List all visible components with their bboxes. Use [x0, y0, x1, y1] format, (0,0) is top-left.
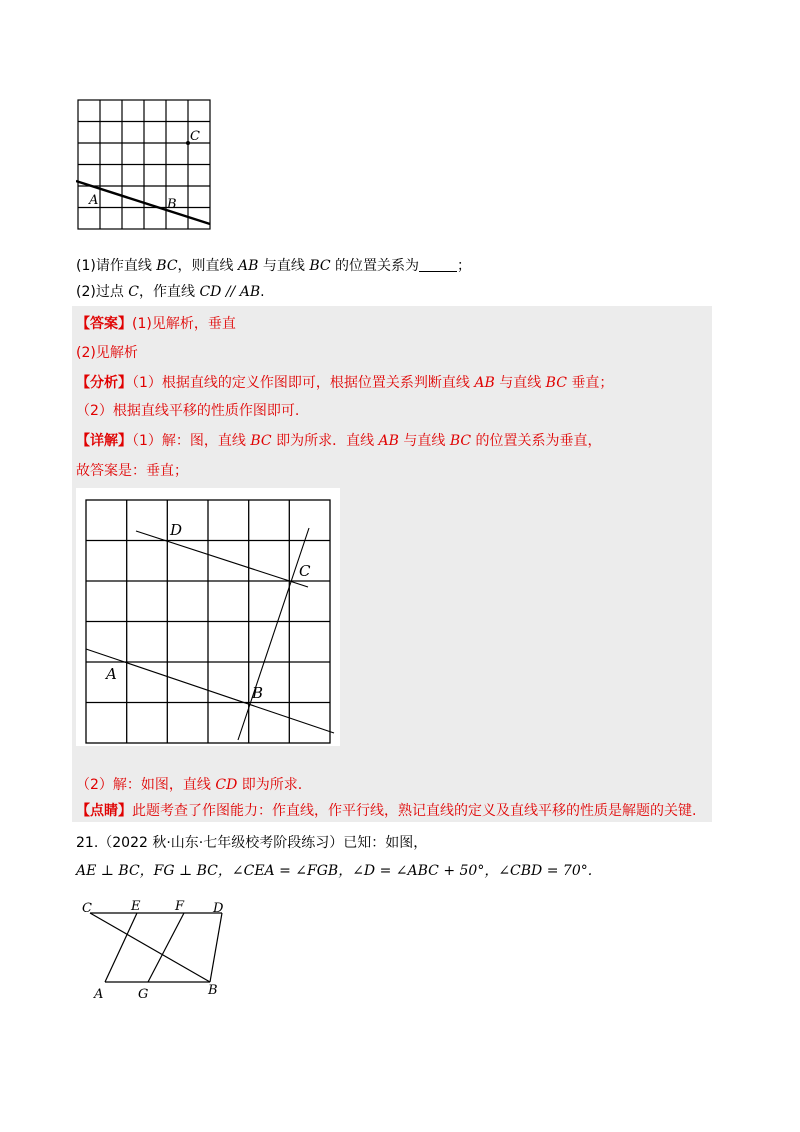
math-var: BC [449, 433, 472, 449]
text-segment: （2）解：如图，直线 [76, 777, 216, 793]
label-f: F [175, 899, 185, 914]
analysis-line-2 [76, 401, 299, 421]
label-g: G [138, 987, 149, 1002]
math-var: BC [156, 258, 178, 274]
figure-grid-large [76, 488, 340, 746]
text-segment: 故答案是：垂直； [76, 463, 188, 479]
question-number: 21. [76, 835, 99, 851]
label-d: D [170, 521, 183, 539]
text-segment: 此题考查了作图能力：作直线，作平行线，熟记直线的定义及直线平移的性质是解题的关键. [132, 803, 697, 819]
text-segment: 的位置关系为 [330, 258, 420, 274]
question-source: （2022 秋·山东·七年级校考阶段练习）已知：如图， [98, 835, 428, 851]
text-segment: (1)见解析，垂直 [132, 316, 236, 332]
math-var: AB [238, 258, 259, 274]
label-b: B [167, 197, 177, 212]
text-segment: ，作直线 [139, 284, 200, 300]
question-21-header [76, 833, 427, 853]
analysis-line-1 [76, 373, 613, 393]
answer-blank [419, 257, 457, 272]
label-b: B [252, 684, 264, 702]
answer-tag: 【答案】 [76, 316, 132, 332]
text-segment: 与直线 [258, 258, 310, 274]
question-21-conditions [76, 861, 592, 881]
text-segment: 即为所求. [237, 777, 303, 793]
label-a: A [94, 987, 104, 1002]
label-e: E [131, 899, 141, 914]
detail-line-3 [76, 775, 302, 795]
label-c: C [82, 901, 92, 916]
text-segment: ，则直线 [177, 258, 238, 274]
label-c: C [299, 562, 311, 580]
label-a: A [106, 665, 117, 683]
math-var: BC [545, 375, 567, 391]
detail-line-1 [76, 431, 602, 451]
text-segment: （1）根据直线的定义作图即可，根据位置关系判断直线 [132, 375, 475, 391]
question-part-1 [76, 256, 471, 276]
text-segment: 的位置关系为垂直， [471, 433, 602, 449]
math-formula: CD // AB [199, 284, 261, 300]
text-segment: 与直线 [398, 433, 450, 449]
math-var: BC [250, 433, 272, 449]
text-segment: ； [457, 258, 472, 274]
label-b: B [208, 983, 218, 998]
text-segment: （2）根据直线平移的性质作图即可. [76, 403, 300, 419]
answer-line-2 [76, 343, 138, 363]
figure-parallelogram [76, 896, 236, 1004]
text-segment: (2)见解析 [76, 345, 138, 361]
text-segment: 与直线 [494, 375, 546, 391]
remark-line [76, 801, 696, 821]
question-part-2 [76, 282, 265, 302]
text-segment: (1)请作直线 [76, 258, 157, 274]
text-segment: 垂直； [566, 375, 614, 391]
label-d: D [213, 901, 224, 916]
remark-tag: 【点睛】 [76, 803, 132, 819]
figure-grid-small [76, 98, 216, 232]
text-segment: . [260, 284, 265, 300]
text-segment: （1）解：图，直线 [132, 433, 251, 449]
text-segment: (2)过点 [76, 284, 129, 300]
math-var: AB [378, 433, 399, 449]
math-var: BC [309, 258, 331, 274]
line-cd [136, 531, 308, 587]
analysis-tag: 【分析】 [76, 375, 132, 391]
math-var: AB [474, 375, 495, 391]
text-segment: 即为所求．直线 [271, 433, 379, 449]
answer-line [76, 314, 236, 334]
math-var: C [128, 284, 139, 300]
label-a: A [89, 193, 99, 208]
math-var: CD [215, 777, 238, 793]
label-c: C [190, 129, 200, 144]
detail-tag: 【详解】 [76, 433, 132, 449]
detail-line-2 [76, 461, 188, 481]
math-conditions: AE ⊥ BC，FG ⊥ BC，∠CEA = ∠FGB，∠D = ∠ABC + 50°，∠CBD = 70°. [76, 863, 593, 879]
